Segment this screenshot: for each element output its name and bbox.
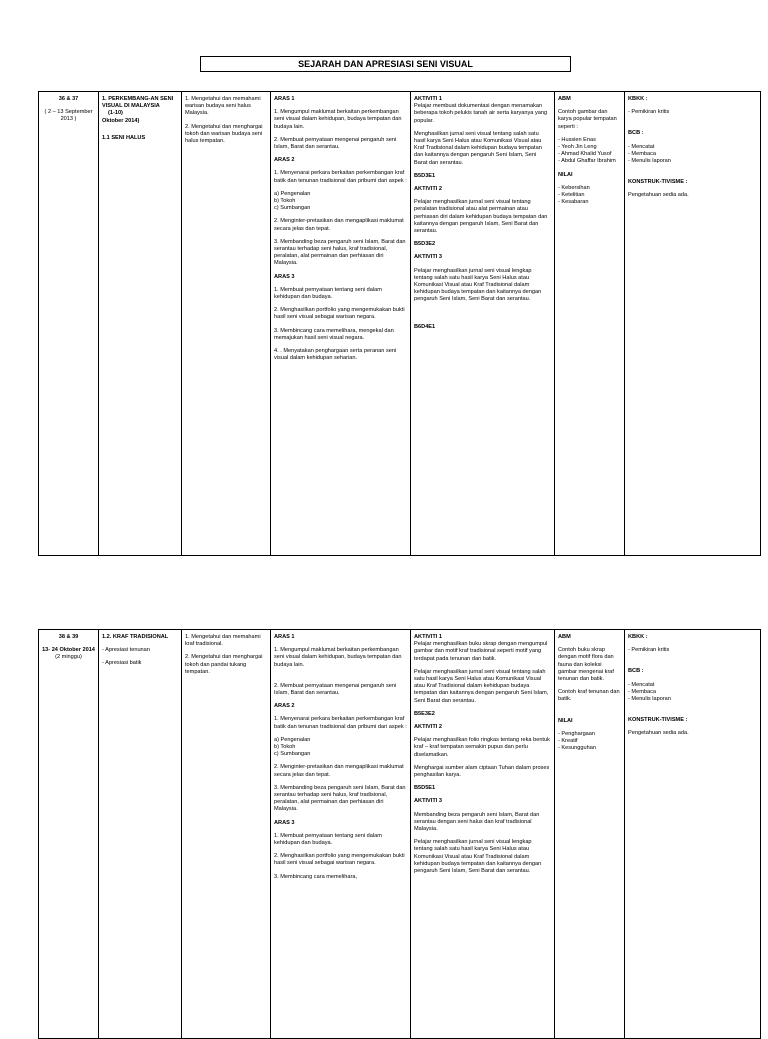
bcb-heading: BCB : <box>628 130 644 137</box>
activity-cell <box>411 92 555 556</box>
lesson-table-2 <box>38 629 761 1039</box>
aras-heading: ARAS 1 <box>274 96 295 102</box>
activity-code: B5E3E2 <box>414 710 435 717</box>
activity-heading: AKTIVITI 1 <box>414 634 442 640</box>
aras-heading: ARAS 2 <box>274 703 295 710</box>
abm-item: - Yeoh Jin Leng <box>558 144 597 151</box>
bcb-item: - Membaca <box>628 688 656 695</box>
outcome-item: 2. Membuat pernyataan mengenai pengaruh seni Islam, Barat dan serantau. <box>274 136 397 151</box>
activity-code: B5D3E2 <box>414 241 436 248</box>
week-cell <box>39 92 99 556</box>
konstruk-heading: KONSTRUK-TIVISME : <box>628 717 688 724</box>
aras-heading: ARAS 2 <box>274 157 295 164</box>
bcb-heading: BCB : <box>628 668 644 675</box>
activity-heading: AKTIVITI 2 <box>414 724 442 731</box>
abm-heading: ABM <box>558 634 571 640</box>
bcb-item: - Membaca <box>628 150 656 157</box>
topic-cell <box>99 92 182 556</box>
abm-heading: ABM <box>558 96 571 102</box>
activity-text: Pelajar menghasilkan jurnal seni visual tentang salah satu hasil karya Seni Halus atau Komunikasi Visual atau Kraf Tradisional dalam kehidupan budaya tempatan dan kaitannya dengan pengaruh Seni Islam, Seni Barat dan serantau. <box>414 668 549 704</box>
activity-text: Pelajar membuat dokumentasi dengan menamakan beberapa tokoh pelukis tanah air serta karyanya yang popular. <box>414 103 548 124</box>
outcome-item: 1. Membuat pernyataan tentang seni dalam kehidupan dan budaya. <box>274 832 382 847</box>
week-duration: (2 minggu) <box>55 654 82 661</box>
nilai-heading: NILAI <box>558 171 573 178</box>
standard-cell <box>182 92 271 556</box>
week-cell <box>39 630 99 1039</box>
kbkk-item: - Pemikiran kritis <box>628 647 670 654</box>
abm-description: Contoh kraf tenunan dan batik. <box>558 689 620 703</box>
outcome-item: 3. Membanding beza pengaruh seni Islam, Barat dan serantau terhadap seni halus, kraf tradisional, peralatan, alat permainan dan perhiasan diri Malaysia. <box>274 238 406 267</box>
topic-date: Oktober 2014) <box>102 117 140 124</box>
outcome-item: 1. Mengumpul maklumat berkaitan perkembangan seni visual dalam kehidupan, budaya tempatan dan budaya lain. <box>274 109 402 130</box>
aspect-item: c) Sumbangan <box>274 751 311 758</box>
outcome-item: 1. Mengumpul maklumat berkaitan perkembangan seni visual dalam kehidupan, budaya tempatan dan budaya lain. <box>274 647 402 668</box>
activity-text: Pelajar menghasilkan jurnal seni visual lengkap tentang salah satu hasil karya Seni Halus atau Komunikasi Visual atau Kraf Tradisional dalam kehidupan budaya tempatan dan kaitannya dengan pengaruh Seni Islam, Seni Barat dan serantau. <box>414 839 542 875</box>
abm-cell <box>555 92 625 556</box>
outcome-item: 4. . Menyatakan penghargaan serta peranan seni visual dalam kehidupan seharian. <box>274 348 397 362</box>
bcb-item: - Mencatat <box>628 681 655 688</box>
activity-cell <box>411 630 555 1039</box>
activity-text: Pelajar menghasilkan jurnal seni visual lengkap tentang salah satu hasil karya Seni Halus atau Komunikasi Visual atau Kraf Tradisional dalam kehidupan budaya tempatan dan kaitannya dengan pengaruh Seni Islam, Seni Barat dan serantau. <box>414 267 542 303</box>
konstruk-item: Pengetahuan sedia ada. <box>628 192 689 199</box>
activity-heading: AKTIVITI 3 <box>414 798 442 805</box>
aras-heading: ARAS 3 <box>274 273 295 280</box>
aspect-item: c) Sumbangan <box>274 205 311 212</box>
nilai-item: - Ketelitian <box>558 192 585 199</box>
activity-text: Membanding beza pengaruh seni Islam, Barat dan serantau dengan seni halus dan kraf tradisional Malaysia. <box>414 811 540 833</box>
topic-range: (1-10) <box>108 110 123 117</box>
konstruk-heading: KONSTRUK-TIVISME : <box>628 179 688 186</box>
standard-cell <box>182 630 271 1039</box>
activity-text: Pelajar menghasilkan buku skrap dengan mengumpul gambar dan motif kraf tradisional seperti motif yang terdapat pada tenunan dan batik. <box>414 641 548 662</box>
bcb-item: - Menulis laporan <box>628 696 671 703</box>
abm-description: Contoh buku skrap dengan motif flora dan fauna dan koleksi gambar mengenai kraf tenunan dan batik. <box>558 647 614 683</box>
outcome-item: 3. Membanding beza pengaruh seni Islam, Barat dan serantau terhadap seni halus, kraf tradisional, peralatan, alat permainan dan perhiasan diri Malaysia. <box>274 784 406 813</box>
nilai-item: - Penghargaan <box>558 730 596 737</box>
abm-item: - Abdul Ghaffar Ibrahim <box>558 158 616 165</box>
standard-item: 1. Mengetahui dan memahami kraf tradisional. <box>185 634 261 648</box>
aras-heading: ARAS 1 <box>274 634 295 640</box>
activity-text: Pelajar menghasilkan folio ringkas tentang reka bentuk kraf – kraf tempatan semakin pupus dan perlu diselamatkan. <box>414 737 550 758</box>
outcome-item: 3. Membincang cara memelihara, <box>274 873 358 880</box>
subtopic-item: - Apresiasi batik <box>102 660 142 667</box>
week-date: 13- 24 Oktober 2014 <box>42 647 95 654</box>
week-number: 36 & 37 <box>58 96 79 102</box>
subtopic-item: - Apresiasi tenunan <box>102 647 150 654</box>
aspect-item: b) Tokoh <box>274 744 296 751</box>
lesson-table-1 <box>38 91 761 556</box>
activity-heading: AKTIVITI 3 <box>414 254 442 261</box>
kbkk-heading: KBKK : <box>628 634 648 640</box>
topic-title: 1.2. KRAF TRADISIONAL <box>102 634 169 640</box>
outcome-item: 2. Menginter-pretasikan dan mengaplikasi maklumat secara jelas dan tepat. <box>274 218 404 232</box>
learning-outcome-cell <box>271 92 411 556</box>
abm-cell <box>555 630 625 1039</box>
activity-text: Menghasilkan jurnal seni visual tentang salah satu hasil karya Seni Halus atau Komunikasi Visual atau Kraf Tradisional dalam kehidupan budaya tempatan dan kaitannya dengan pengaruh Seni Islam, Seni Barat dan serantau. <box>414 130 542 166</box>
outcome-item: 2. Membuat pernyataan mengenai pengaruh seni Islam, Barat dan serantau. <box>274 682 397 697</box>
bcb-item: - Mencatat <box>628 143 655 150</box>
outcome-item: 2. Menghasilkan portfolio yang mengemukakan bukti hasil seni visual sebagai warisan negara. <box>274 307 405 321</box>
week-number: 38 & 39 <box>58 634 79 640</box>
activity-heading: AKTIVITI 1 <box>414 96 442 102</box>
nilai-item: - Kreatif <box>558 738 578 745</box>
activity-code: B5D5E1 <box>414 785 436 792</box>
outcome-item: 2. Menginter-pretasikan dan mengaplikasi maklumat secara jelas dan tepat. <box>274 764 404 778</box>
abm-item: - Ahmad Khalid Yusof <box>558 151 612 158</box>
topic-cell <box>99 630 182 1039</box>
aspect-item: a) Pengenalan <box>274 190 311 197</box>
table-row <box>39 92 761 556</box>
subtopic: 1.1 SENI HALUS <box>102 134 146 141</box>
aras-heading: ARAS 3 <box>274 819 295 826</box>
standard-item: 2. Mengetahui dan menghargai tokoh dan pandai tukang tempatan. <box>185 654 263 675</box>
outcome-item: 1. Menyenarai perkara berkaitan perkembangan kraf batik dan tenunan tradisional dan pribumi dari aspek : <box>274 716 407 730</box>
activity-code: B5D3E1 <box>414 172 436 179</box>
activity-text: Menghargai sumber alam ciptaan Tuhan dalam proses penghasilan karya. <box>414 764 550 779</box>
aspect-item: a) Pengenalan <box>274 736 311 743</box>
nilai-item: - Kebersihan <box>558 184 590 191</box>
kbkk-item: - Pemikiran kritis <box>628 109 670 116</box>
kbkk-cell <box>625 630 761 1039</box>
page-title: SEJARAH DAN APRESIASI SENI VISUAL <box>200 56 571 72</box>
standard-item: 1. Mengetahui dan memahami warisan budaya seni halus Malaysia. <box>185 96 261 117</box>
table-row <box>39 630 761 1039</box>
nilai-item: - Kesabaran <box>558 199 589 206</box>
week-date: ( 2 – 13 September 2013 ) <box>44 109 93 123</box>
activity-text: Pelajar menghasilkan jurnal seni visual tentang peralatan tradisional atau alat permainan atau perhiasan diri dalam kehidupan budaya tempatan dan kaitannya dengan pengaruh Islam, Seni Barat dan serantau. <box>414 199 548 235</box>
standard-item: 2. Mengetahui dan menghargai tokoh dan warisan budaya seni halus tempatan. <box>185 123 263 145</box>
activity-heading: AKTIVITI 2 <box>414 186 442 193</box>
outcome-item: 3. Membincang cara memelihara, mengekal dan memajukan hasil seni visual negara. <box>274 327 394 341</box>
aspect-item: b) Tokoh <box>274 198 296 205</box>
nilai-item: - Kesungguhan <box>558 745 596 752</box>
bcb-item: - Menulis laporan <box>628 158 671 165</box>
topic-title: 1. PERKEMBANG-AN SENI VISUAL DI MALAYSIA <box>102 96 174 110</box>
outcome-item: 1. Menyenarai perkara berkaitan perkembangan kraf batik dan tenunan tradisional dan pribumi dari aspek : <box>274 170 407 184</box>
activity-code: B6D4E1 <box>414 323 436 330</box>
kbkk-cell <box>625 92 761 556</box>
nilai-heading: NILAI <box>558 717 573 724</box>
outcome-item: 2. Menghasilkan portfolio yang mengemukakan bukti hasil seni visual sebagai warisan negara. <box>274 853 405 867</box>
abm-description: Contoh gambar dan karya popular tempatan seperti : <box>558 109 617 130</box>
kbkk-heading: KBKK : <box>628 96 648 102</box>
learning-outcome-cell <box>271 630 411 1039</box>
abm-item: - Hussien Enas <box>558 136 596 143</box>
outcome-item: 1. Membuat pernyataan tentang seni dalam kehidupan dan budaya. <box>274 286 382 301</box>
konstruk-item: Pengetahuan sedia ada. <box>628 730 689 737</box>
